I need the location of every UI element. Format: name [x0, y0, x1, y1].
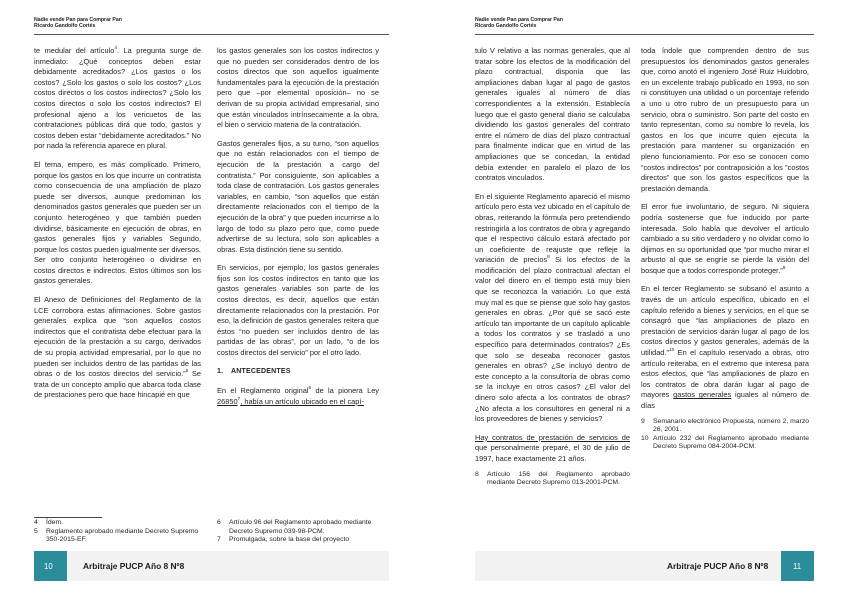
left-column-1: [34, 46, 201, 409]
paragraph: Gastos generales fijos, a su turno, “son aquellos que no están relacionados con el tiempo de ejecución de la prestación a cargo del contratista.” Por consiguiente, son aplicables a toda clase de contratación. Los gastos generales variables, en cambio, “son aquellos que están directamente relacionados con el tiempo de la ejecución de la obra” y que pueden incurrirse a lo largo de todo su plazo pero que, como puede advertirse de su lectura, solo son aplicables a obras. Esta distinción tiene su sentido.: [217, 138, 379, 254]
header-rule: [475, 34, 814, 35]
right-column-2: [641, 46, 809, 452]
header-title: Nadie vende Pan para Comprar Pan: [475, 17, 563, 23]
footnote-ref[interactable]: 10: [668, 348, 675, 354]
footnote-rule: [34, 517, 102, 518]
right-page: [424, 0, 848, 600]
footnotes-right-b: [641, 418, 809, 452]
paragraph: [34, 46, 201, 152]
footnote: [217, 536, 379, 545]
footnote: [217, 519, 379, 536]
footnote: [475, 471, 630, 488]
text: iguales al número de días: [641, 390, 809, 410]
text: El Anexo de Definiciones del Reglamento de la LCE corrobora estas afirmaciones. Sobre gastos generales explica que “son aquellos costos indirectos que el contratista debe efectuar para la ejecución de la prestación a su cargo, derivados de su propia actividad empresarial, por lo que no pueden ser incluidos dentro de las partidas de las obras o de los costos directos del servicio.”: [34, 295, 201, 379]
text: En el siguiente Reglamento apareció el mismo artículo pero esta vez ubicado en el capítulo de obras, reiterando la fórmula pero pretendiendo restringirla a los contratos de obra y agregando que el respectivo cálculo estará afectado por un coeficiente de reajuste que refleje la variación de precios: [475, 191, 630, 265]
footnote-text: Artículo 156 del Reglamento aprobado mediante Decreto Supremo 013-2001-PCM.: [487, 470, 630, 487]
paragraph: [641, 284, 809, 411]
footnotes-left-b: [217, 519, 379, 545]
right-column-1: [475, 46, 630, 488]
footnote-ref[interactable]: 5: [185, 369, 189, 375]
paragraph: [475, 192, 630, 425]
footnote-ref[interactable]: 7: [237, 396, 241, 402]
text: gastos generales: [673, 390, 732, 400]
footnote-number: 10: [641, 434, 649, 442]
footnote-number: 6: [217, 519, 221, 526]
text: En el Reglamento original: [217, 386, 309, 396]
paragraph: [475, 433, 630, 465]
footnote-ref[interactable]: 9: [782, 265, 786, 271]
paragraph: El tema, empero, es más complicado. Primero, porque los gastos en los que incurre un contratista como consecuencia de una ampliación de plazo puede ser diversos, aunque predominan los denominados gastos generales que pueden ser un conjunto heterogéneo y que también pueden dividirse, básicamente en ejecución de obras, en gastos generales fijos y variables Segundo, porque los costos pueden igualmente ser diversos. Ser otro conjunto heterogéneo o dividirse en costos directos e indirectos. Estos últimos son los gastos generales.: [34, 159, 201, 286]
header-title: Nadie vende Pan para Comprar Pan: [34, 17, 122, 23]
text: te medular del artículo: [34, 46, 115, 55]
footnote-text: Semanario electrónico Propuesta, número 2, marzo 26, 2001.: [653, 417, 809, 434]
footnote-number: 9: [641, 417, 645, 425]
footnote: [34, 528, 201, 545]
text: que personalmente preparé, el 30 de julio de 1997, hace exactamente 21 años.: [475, 443, 630, 463]
footnote-text: Reglamento aprobado mediante Decreto Supremo 350-2015-EF.: [46, 527, 199, 544]
footnote-text: Artículo 96 del Reglamento aprobado mediante Decreto Supremo 039-98-PCM.: [229, 519, 372, 535]
journal-title: Arbitraje PUCP Año 8 Nº8: [667, 561, 769, 571]
law-number: 26850: [217, 396, 238, 406]
footnotes-left-a: [34, 519, 201, 545]
footnote-text: Ídem.: [46, 519, 63, 526]
heading-number: 1.: [217, 367, 224, 375]
paragraph: toda índole que comprenden dentro de sus presupuestos los denominados gastos generales que, como anotó el ingeniero José Ruiz Huidobro, en un excelente trabajo publicado en 1993, no son ni constituyen una utilidad o un porcentaje referido a uno u otro rubro de un presupuesto para un servicio, obra o suministro. Son parte del costo en tanto representan, como su nombre lo revela, los gastos en los que incurre quien ejecuta la prestación para mantener su organización en pleno funcionamiento. Por eso se conocen como “costos indirectos” por contraposición a los “costos directos” que son los gastos específicos que la prestación demanda.: [641, 46, 809, 193]
paragraph: [34, 295, 201, 401]
text: El error fue involuntario, de seguro. Ni siquiera podría sostenerse que fue inducido por parte interesada. Solo había que devolver el artículo cambiado a su sitio verdadero y no olvidar como lo dijimos en su oportunidad que “por mucho mirar el arbusto al que se engríe se pierde la visión del bosque que a todos corresponde proteger.”: [641, 202, 809, 275]
footnote-number: 7: [217, 536, 221, 544]
paragraph: tulo V relativo a las normas generales, que al tratar sobre los efectos de la modificación del plazo contractual, disponía que las ampliaciones daban lugar al pago de gastos generales iguales al número de días correspondientes a la extensión. Establecía luego que el gasto general diario se calculaba dividiendo los gastos generales del contrato entre el número de días del plazo contractual para finalmente indicar que en virtud de las ampliaciones que se concedan, la entidad debía extender en paralelo el plazo de los contratos vinculados.: [475, 46, 630, 183]
footnote-ref[interactable]: 4: [114, 46, 118, 51]
heading-text: ANTECEDENTES: [231, 367, 291, 375]
footnote: [34, 519, 201, 528]
text: Si los efectos de la modificación del plazo contractual afectan el valor del dinero en el tiempo está muy bien que se reconozca la variación. Lo que está muy mal es que se piense que solo hay gastos generales en obras. ¿Por qué se sacó este artículo tan importante de un capítulo aplicable a todos los contratos y se trasladó a uno específico para determinados contratos? ¿Es que solo se deseaba reconocer gastos generales en obras? ¿Se incluyó dentro de este concepto a la consultoría de obras como se la incluye en otros casos? ¿El valor del dinero solo afecta a los contratos de obras? ¿No afecta a los consultores en general ni a los proveedores de bienes y servicios?: [475, 255, 631, 424]
paragraph: [641, 202, 809, 276]
text: Hay contratos de prestación de servicios de: [475, 432, 630, 442]
running-header: [475, 17, 563, 30]
paragraph: [217, 386, 379, 407]
footnote-number: 8: [475, 470, 479, 478]
text: Se trata de un concepto amplio que abarca toda clase de prestaciones pero que hace hincapié en que: [34, 369, 202, 400]
footnote-number: 5: [34, 527, 38, 535]
left-column-2: [217, 46, 379, 415]
header-author: Ricardo Gandolfo Cortés: [34, 23, 96, 30]
text: de la pionera Ley: [311, 386, 379, 396]
text: , había un artículo ubicado en el capí-: [240, 396, 364, 406]
header-author: Ricardo Gandolfo Cortés: [475, 23, 537, 30]
footnotes-right-a: [475, 471, 630, 488]
page-number: 11: [793, 562, 802, 571]
running-header: [34, 17, 122, 30]
paragraph: los gastos generales son los costos indirectos y que no pueden ser considerados dentro de los costos directos que son aquellos igualmente fundamentales para la ejecución de la prestación pero que –por elemental oposición– no se derivan de su propia actividad empresarial, sino que están vinculados intrínsecamente a la obra, el bien o servicio materia de la contratación.: [217, 46, 379, 130]
footnote-number: 4: [34, 519, 38, 526]
journal-title: Arbitraje PUCP Año 8 Nº8: [83, 561, 185, 571]
footnote-ref[interactable]: 8: [547, 255, 550, 261]
section-heading: [217, 367, 379, 378]
footnote-ref[interactable]: 6: [308, 386, 312, 392]
text: . La pregunta surge de inmediato: ¿Qué conceptos deben estar debidamente acreditados? ¿Los gastos o los costos? ¿Solo los gastos o solo los costos? ¿Los costos directos o los costos indirectos? ¿Solo los costos directos o solo los costos indirectos? El profesional ajeno a los vericuetos de las contrataciones públicas dirá que todo, gastos y costos deben estar “debidamente acreditados.” No por nada la referencia aparece en plural.: [34, 46, 202, 151]
footnote: [641, 435, 809, 452]
header-rule: [34, 34, 389, 35]
paragraph: En servicios, por ejemplo, los gastos generales fijos son los costos indirectos en tanto que los gastos generales variables son parte de los costos directos, es decir, aquellos que están directamente relacionados con la prestación. Por eso, la definición de gastos generales reitera que éstos “no pueden ser incluidos dentro de las partidas de las obras”, por un lado, “o de los costos directos del servicio” por el otro lado.: [217, 263, 379, 358]
footnote-text: Promulgada, sobre la base del proyecto: [229, 536, 350, 544]
text: En el tercer Reglamento se subsanó el asunto a través de un artículo específico, ubicado en el capítulo referido a bienes y servicios, en el que se consagró que “las ampliaciones de plazo en prestación de servicios darán lugar al pago de los costos directos y gastos generales, además de la utilidad.”: [641, 284, 809, 358]
text: En el capítulo reservado a obras, otro artículo reiteraba, en el extremo que interesa para estos efectos, que “las ampliaciones de plazo en los contratos de obra darán lugar al pago de mayores: [641, 348, 809, 400]
page-number: 10: [44, 562, 53, 571]
footnote-text: Artículo 232 del Reglamento aprobado mediante Decreto Supremo 084-2004-PCM.: [653, 434, 809, 451]
footnote: [641, 418, 809, 435]
